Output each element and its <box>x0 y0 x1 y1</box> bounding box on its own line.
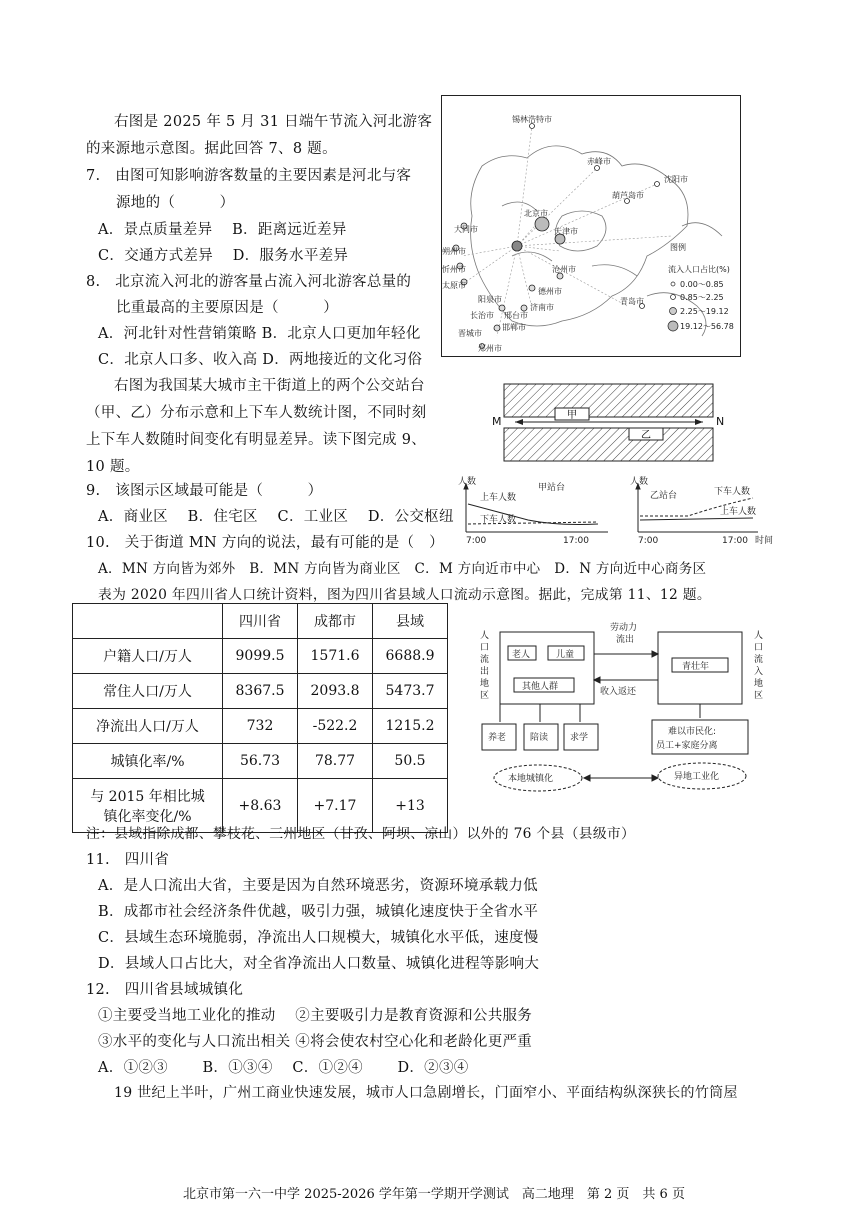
intro-q7-line1: 右图是 2025 年 5 月 31 日端午节流入河北游客 <box>114 114 433 130</box>
table-header-cell: 县域 <box>373 604 448 639</box>
intro-q7-line2: 的来源地示意图。据此回答 7、8 题。 <box>86 141 337 157</box>
city-label: 忻州市 <box>442 265 466 274</box>
flow-hard-1: 难以市民化: <box>668 727 717 737</box>
city-label: 邯郸市 <box>502 323 526 332</box>
q8-stem-line1: 8. 北京流入河北的游客量占流入河北游客总量的 <box>86 274 412 290</box>
table-cell: +8.63 <box>223 779 298 833</box>
tail-text: 19 世纪上半叶，广州工商业快速发展，城市人口急剧增长，门面窄小、平面结构纵深狭长的竹筒屋 <box>114 1085 738 1101</box>
q8-options-2: C．北京人口多、收入高 D．两地接近的文化习俗 <box>98 352 423 368</box>
flow-study: 陪读 <box>530 733 549 743</box>
q12-stem: 12. 四川省县域城镇化 <box>86 982 244 998</box>
table-cell: 5473.7 <box>373 674 448 709</box>
q7-options-1: A．景点质量差异 B．距离远近差异 <box>98 222 347 238</box>
boarding-charts <box>458 476 778 546</box>
chart-b-title: 乙站台 <box>650 491 678 501</box>
city-label: 葫芦岛市 <box>612 191 644 200</box>
street-m-label: M <box>492 415 502 428</box>
table-row <box>73 639 448 674</box>
city-label: 太原市 <box>442 281 466 290</box>
table-header-cell: 四川省 <box>223 604 298 639</box>
page-footer: 北京市第一六一中学 2025-2026 学年第一学期开学测试 高二地理 第 2 页 共 6 页 <box>183 1187 685 1202</box>
city-label: 赤峰市 <box>587 157 611 166</box>
city-label: 德州市 <box>538 287 562 296</box>
table-cell: +7.17 <box>298 779 373 833</box>
city-label: 青岛市 <box>620 297 644 306</box>
flow-labor-1: 劳动力 <box>610 623 638 633</box>
city-label: 晋城市 <box>458 329 482 338</box>
table-cell: 户籍人口/万人 <box>73 639 223 674</box>
legend-item: 0.00～0.85 <box>680 280 724 289</box>
table-cell: 56.73 <box>223 744 298 779</box>
table-cell-line: 与 2015 年相比城 <box>90 788 205 805</box>
city-label: 郑州市 <box>478 344 502 353</box>
q11-option-d: D．县域人口占比大，对全省净流出人口数量、城镇化进程等影响大 <box>98 956 540 972</box>
map-drawing <box>442 96 739 355</box>
table-cell: 常住人口/万人 <box>73 674 223 709</box>
q8-stem-line2: 比重最高的主要原因是（ ） <box>116 300 338 316</box>
table-cell: 2093.8 <box>298 674 373 709</box>
table-cell-line: 镇化率变化/% <box>103 808 192 825</box>
table-cell: 1571.6 <box>298 639 373 674</box>
city-label: 沈阳市 <box>664 175 688 184</box>
table-row <box>73 744 448 779</box>
chart-a-end: 17:00 <box>563 536 589 546</box>
legend-item: 2.25～19.12 <box>680 307 729 316</box>
q11-stem: 11. 四川省 <box>86 852 170 868</box>
city-label: 北京市 <box>524 209 548 218</box>
flow-others: 其他人群 <box>522 682 559 692</box>
q9-stem: 9. 该图示区域最可能是（ ） <box>86 483 323 499</box>
city-label: 大同市 <box>454 225 478 234</box>
flow-income: 收入返还 <box>600 687 637 697</box>
q12-item-2: ③水平的变化与人口流出相关 ④将会使农村空心化和老龄化更严重 <box>98 1034 533 1050</box>
flow-right-side: 人口流入地区 <box>754 631 764 701</box>
flow-left-side: 人口流出地区 <box>480 631 490 701</box>
legend-item: 0.85～2.25 <box>680 293 724 302</box>
city-label: 朔州市 <box>442 247 466 256</box>
chart-a-yaxis: 人数 <box>458 477 477 487</box>
table-cell: 6688.9 <box>373 639 448 674</box>
flow-local: 本地城镇化 <box>508 774 554 784</box>
intro-q11: 表为 2020 年四川省人口统计资料，图为四川省县域人口流动示意图。据此，完成第 11、12 题。 <box>98 587 711 603</box>
station-a-label: 甲 <box>567 410 577 421</box>
city-label: 阳泉市 <box>478 295 502 304</box>
chart-a-start: 7:00 <box>466 536 487 546</box>
chart-b-end: 17:00 <box>722 536 748 546</box>
city-label: 济南市 <box>530 303 554 312</box>
flow-labor-2: 流出 <box>616 635 635 645</box>
chart-a-title: 甲站台 <box>538 483 566 493</box>
flow-care: 养老 <box>488 733 507 743</box>
chart-b-series2: 上车人数 <box>720 507 757 517</box>
table-row <box>73 674 448 709</box>
legend-title: 图例 <box>670 243 686 252</box>
chart-a-series2: 下车人数 <box>480 515 517 525</box>
city-label: 沧州市 <box>552 265 576 274</box>
flow-young: 青壮年 <box>682 662 710 672</box>
q7-stem-line1: 7. 由图可知影响游客数量的主要因素是河北与客 <box>86 168 412 184</box>
chart-b-yaxis: 人数 <box>630 477 649 487</box>
table-row <box>73 709 448 744</box>
table-cell: +13 <box>373 779 448 833</box>
q12-item-1: ①主要受当地工业化的推动 ②主要吸引力是教育资源和公共服务 <box>98 1008 533 1024</box>
population-table <box>72 603 448 833</box>
q7-options-2: C．交通方式差异 D．服务水平差异 <box>98 248 349 264</box>
street-n-label: N <box>716 415 725 428</box>
population-flow-diagram <box>476 616 776 816</box>
chart-b-series1: 下车人数 <box>714 487 751 497</box>
intro-q9-line3: 上下车人数随时间变化有明显差异。读下图完成 9、 <box>86 432 427 448</box>
q11-option-a: A．是人口流出大省，主要是因为自然环境恶劣，资源环境承载力低 <box>98 878 538 894</box>
chart-b-start: 7:00 <box>638 536 659 546</box>
city-label: 锡林浩特市 <box>512 115 552 124</box>
station-b-label: 乙 <box>641 430 651 441</box>
street-diagram <box>503 383 715 462</box>
table-cell: -522.2 <box>298 709 373 744</box>
flow-child: 儿童 <box>556 650 575 660</box>
intro-q9-line2: （甲、乙）分布示意和上下车人数统计图，不同时刻 <box>86 405 427 421</box>
tourist-source-map <box>441 95 741 357</box>
table-cell: 78.77 <box>298 744 373 779</box>
table-cell: 净流出人口/万人 <box>73 709 223 744</box>
q10-stem: 10. 关于街道 MN 方向的说法，最有可能的是（ ） <box>86 535 444 551</box>
flow-school: 求学 <box>570 733 589 743</box>
intro-q9-line4: 10 题。 <box>86 459 140 475</box>
chart-b-xaxis: 时间 <box>755 536 774 546</box>
city-label: 邢台市 <box>504 311 528 320</box>
flow-hard-2: 员工+家庭分离 <box>656 741 718 751</box>
table-cell: 1215.2 <box>373 709 448 744</box>
city-label: 长治市 <box>470 311 494 320</box>
chart-a-series1: 上车人数 <box>480 493 517 503</box>
table-header-cell: 成都市 <box>298 604 373 639</box>
legend-subtitle: 流入人口占比(%) <box>668 265 730 274</box>
table-cell: 9099.5 <box>223 639 298 674</box>
table-cell <box>73 604 223 639</box>
note: 注：县域指除成都、攀枝花、三州地区（甘孜、阿坝、凉山）以外的 76 个县（县级市） <box>86 826 636 842</box>
q11-option-c: C．县域生态环境脆弱，净流出人口规模大，城镇化水平低，速度慢 <box>98 930 539 946</box>
flow-remote: 异地工业化 <box>674 772 720 782</box>
city-label: 天津市 <box>554 227 578 236</box>
q10-options: A．MN 方向皆为郊外 B．MN 方向皆为商业区 C．M 方向近市中心 D．N 方向近中心商务区 <box>98 561 707 577</box>
table-cell: 732 <box>223 709 298 744</box>
table-header-row <box>73 604 448 639</box>
table-cell: 8367.5 <box>223 674 298 709</box>
table-cell: 城镇化率/% <box>73 744 223 779</box>
flow-elder: 老人 <box>512 650 531 660</box>
q12-options: A．①②③ B．①③④ C．①②④ D．②③④ <box>98 1060 469 1076</box>
intro-q9-line1: 右图为我国某大城市主干街道上的两个公交站台 <box>114 378 425 394</box>
q9-options: A．商业区 B．住宅区 C．工业区 D．公交枢纽 <box>98 509 454 525</box>
q7-stem-line2: 源地的（ ） <box>116 195 235 211</box>
legend-item: 19.12～56.78 <box>680 322 734 331</box>
q11-option-b: B．成都市社会经济条件优越，吸引力强，城镇化速度快于全省水平 <box>98 904 539 920</box>
q8-options-1: A．河北针对性营销策略 B．北京人口更加年轻化 <box>98 326 421 342</box>
table-cell: 50.5 <box>373 744 448 779</box>
